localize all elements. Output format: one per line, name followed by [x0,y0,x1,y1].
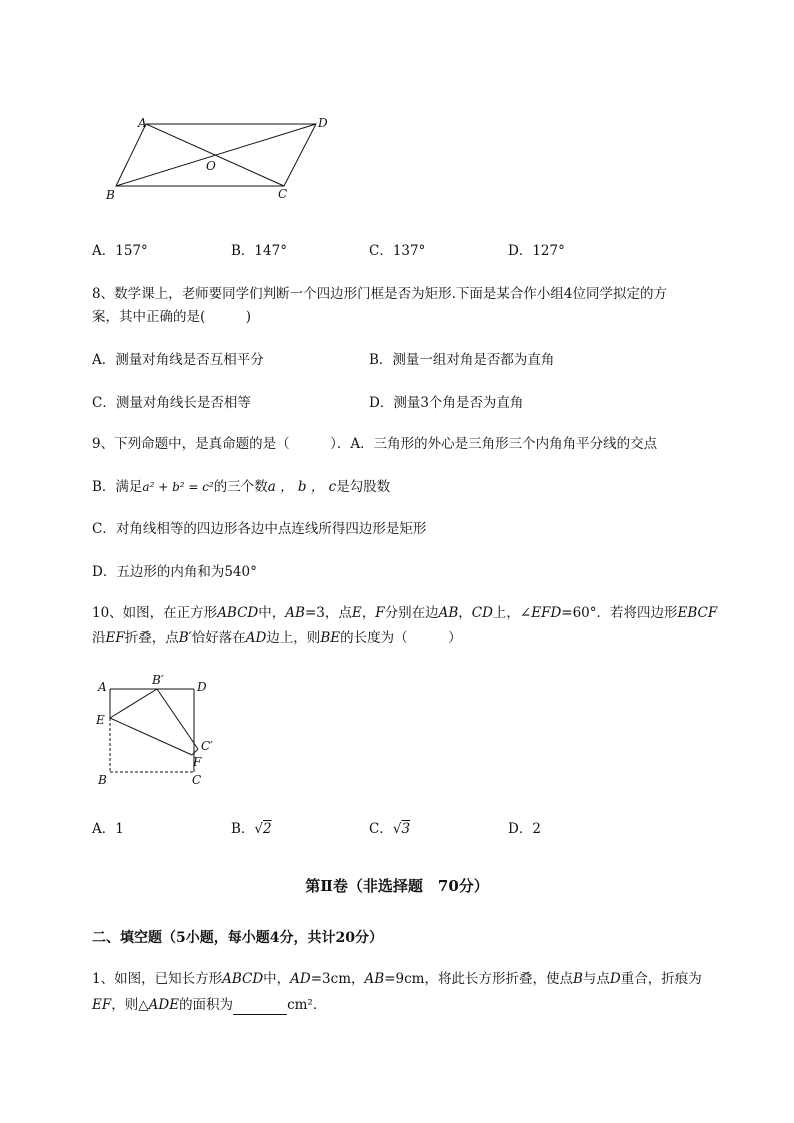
q9-option-d: D．五边形的内角和为540° [92,564,257,580]
label-f: F [193,755,202,769]
fq1-text: 1、如图，已知长方形 [92,971,223,987]
q10-option-a: A．1 [92,821,124,837]
fq1-text: 中， [263,971,291,987]
fq1-text: 与点 [582,971,610,987]
fill-q1-line2 [92,995,326,1015]
fq1-text: =9cm，将此长方形折叠，使点 [384,971,573,987]
q9-option-c: C．对角线相等的四边形各边中点连线所得四边形是矩形 [92,521,427,537]
fill-q1-line1 [92,969,702,989]
radicand: 3 [401,821,411,837]
label-e: E [96,713,105,727]
var-efd: EFD [531,605,562,621]
label-c: C [192,773,202,787]
label-a: A [138,116,147,130]
q10-stem-line2 [92,628,462,648]
var-f: F [375,605,385,621]
fq1-text: 的面积为 [179,997,234,1013]
sqrt-icon: √ [392,821,402,837]
sqrt-icon: √ [254,821,264,837]
label-c: C [278,187,288,201]
option-label: B． [231,821,255,837]
q10-text: 上，∠ [492,605,532,621]
q9-option-b [92,477,390,497]
q8-option-c: C．测量对角线长是否相等 [92,395,251,411]
option-label: C． [369,821,393,837]
q7-option-d: D．127° [508,243,565,259]
fq1-text: cm²． [287,997,327,1013]
var-ab: AB [364,971,385,987]
q9-stem: 9、下列命题中，是真命题的是（ ）．A．三角形的外心是三角形三个内角角平分线的交点 [92,436,658,452]
var-cd: CD [471,605,493,621]
q8-option-d: D．测量3个角是否为直角 [369,395,524,411]
q10-text: 折叠，点 [124,630,179,646]
var-ad: AD [245,630,267,646]
var-ef: EF [92,997,112,1013]
q10-text: =3，点 [304,605,352,621]
var-ade: ADE [148,997,180,1013]
q10-text: 恰好落在 [191,630,246,646]
q10-text: =60°．若将四边形 [561,605,678,621]
q10-option-d: D．2 [508,821,541,837]
part-heading: 二、填空题（5小题，每小题4分，共计20分） [92,930,383,946]
q9-option-b-mid: 的三个数 [213,479,268,495]
fq1-text: 重合，折痕为 [620,971,702,987]
q9-option-b-vars: a ， b ， c [267,479,337,495]
var-ebcf: EBCF [677,605,718,621]
section-title: 第Ⅱ卷（非选择题 70分） [305,877,489,895]
fq1-text: ，则△ [111,997,149,1013]
q7-option-c: C．137° [369,243,426,259]
q10-option-c [369,819,410,839]
q10-text: ， [458,605,472,621]
label-c-prime: C′ [201,739,213,753]
pythagorean-formula: a² + b² = c² [142,480,214,494]
q10-text: 中， [258,605,286,621]
q10-text: 沿 [92,630,106,646]
q8-option-a: A．测量对角线是否互相平分 [92,352,264,368]
q10-text: ， [361,605,376,621]
q10-text: 边上，则 [266,630,321,646]
fq1-text: =3cm， [310,971,365,987]
radicand: 2 [263,821,272,837]
q10-text: 分别在边 [384,605,439,621]
q10-option-b [231,819,272,839]
label-b-prime: B′ [152,673,164,687]
var-d: D [609,971,621,987]
parallelogram-figure [100,112,340,207]
label-b: B [106,188,115,202]
label-d: D [197,680,207,694]
label-o: O [206,159,216,173]
q9-option-b-suffix: 是勾股数 [336,479,391,495]
var-e: E [351,605,362,621]
var-be: BE [320,630,341,646]
q10-text: 的长度为（ ） [340,630,462,646]
var-abcd: ABCD [217,605,259,621]
q10-text: 10、如图，在正方形 [92,605,218,621]
var-ab: AB [438,605,459,621]
label-b: B [98,773,107,787]
q8-stem-line2: 案，其中正确的是( ) [92,309,252,325]
folded-square-figure [92,672,232,792]
q8-stem-line1: 8、数学课上，老师要同学们判断一个四边形门框是否为矩形.下面是某合作小组4位同学拟定的方 [92,286,667,302]
label-d: D [318,116,328,130]
q10-stem-line1 [92,603,717,623]
answer-blank[interactable] [233,1000,287,1015]
q7-option-a: A．157° [92,243,148,259]
var-ad: AD [290,971,311,987]
var-b: B [572,971,583,987]
q8-option-b: B．测量一组对角是否都为直角 [369,352,555,368]
q9-option-b-prefix: B．满足 [92,479,143,495]
q7-option-b: B．147° [231,243,287,259]
var-b-prime: B′ [178,630,192,646]
var-ab: AB [285,605,305,621]
label-a: A [98,680,107,694]
var-ef: EF [105,630,125,646]
var-abcd: ABCD [222,971,264,987]
